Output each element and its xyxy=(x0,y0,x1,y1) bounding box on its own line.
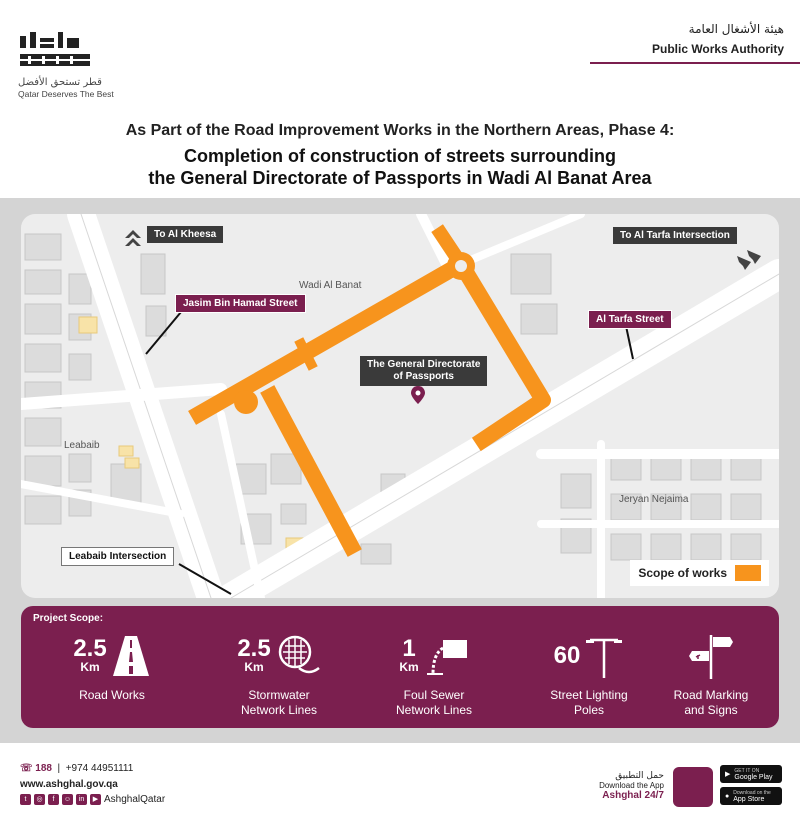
social-handle: AshghalQatar xyxy=(104,794,166,805)
scope-item-foul-sewer xyxy=(369,630,499,718)
authority-name-english: Public Works Authority xyxy=(651,42,784,56)
project-scope-title: Project Scope: xyxy=(33,613,104,624)
google-play-small-text: GET IT ON xyxy=(734,767,760,774)
map-legend xyxy=(630,560,769,586)
scope-label-line-2: and Signs xyxy=(684,703,738,717)
page-subtitle: As Part of the Road Improvement Works in the Northern Areas, Phase 4: xyxy=(125,122,675,139)
place-wadi-al-banat: Wadi Al Banat xyxy=(299,280,362,291)
scope-value: 2.5 xyxy=(237,635,271,662)
header xyxy=(0,0,800,112)
google-play-icon: ▶ xyxy=(725,771,731,778)
legend-label: Scope of works xyxy=(638,566,727,580)
scope-label-line-1: Stormwater xyxy=(248,688,310,702)
label-jasim-bin-hamad-street: Jasim Bin Hamad Street xyxy=(175,294,306,313)
scope-item-stormwater xyxy=(214,630,344,718)
scope-label-line-2: Network Lines xyxy=(395,703,473,717)
scope-label-line-1: Road Marking xyxy=(673,688,749,702)
sewer-pipe-icon xyxy=(423,634,469,678)
label-passports-directorate xyxy=(360,356,487,386)
logo-tagline-english: Qatar Deserves The Best xyxy=(18,89,114,99)
legend-swatch xyxy=(735,565,761,581)
ashghal-logo-mark xyxy=(18,30,98,70)
scope-label xyxy=(524,688,654,718)
label-passports-line-2: of Passports xyxy=(393,371,454,382)
hotline-number[interactable]: 188 xyxy=(35,763,52,774)
label-al-tarfa-street: Al Tarfa Street xyxy=(588,310,672,329)
app-icon[interactable] xyxy=(673,767,713,807)
app-download-text xyxy=(588,771,664,801)
road-sign-icon xyxy=(688,631,734,681)
scope-unit: Km xyxy=(399,660,419,674)
header-divider xyxy=(590,62,800,64)
youtube-icon[interactable]: ▶ xyxy=(90,794,101,805)
linkedin-icon[interactable]: in xyxy=(76,794,87,805)
app-store-label: App Store xyxy=(733,795,765,803)
scope-value: 1 xyxy=(402,635,416,662)
phone-number[interactable]: +974 44951111 xyxy=(65,763,134,774)
scope-label-line-2: Poles xyxy=(573,703,605,717)
footer xyxy=(0,743,800,825)
social-links xyxy=(20,794,165,805)
label-to-al-tarfa: To Al Tarfa Intersection xyxy=(613,227,737,244)
scope-label xyxy=(214,688,344,718)
apple-icon: ● xyxy=(725,792,730,800)
scope-value: 2.5 xyxy=(73,635,107,662)
scope-label xyxy=(369,688,499,718)
road-icon xyxy=(111,634,151,678)
app-store-button[interactable] xyxy=(720,787,782,805)
map-canvas xyxy=(21,214,779,598)
stormwater-grate-icon xyxy=(275,634,321,678)
scope-item-street-lighting xyxy=(524,630,654,718)
ashghal-logo xyxy=(18,30,128,99)
junction-west xyxy=(234,390,258,414)
snapchat-icon[interactable]: ☺ xyxy=(63,796,72,803)
scope-label-line-1: Street Lighting xyxy=(550,688,628,702)
authority-name xyxy=(652,22,784,56)
project-scope-panel xyxy=(21,606,779,728)
scope-value: 60 xyxy=(553,642,581,669)
project-map xyxy=(21,214,779,598)
page-title-line-1: Completion of construction of streets surrounding xyxy=(184,146,616,166)
scope-item-road-works xyxy=(47,630,177,703)
authority-name-arabic: هيئة الأشغال العامة xyxy=(688,22,784,36)
app-name: Ashghal 24/7 xyxy=(602,790,664,801)
app-download-english: Download the App xyxy=(599,781,664,790)
label-passports-line-1: The General Directorate xyxy=(367,359,481,370)
website-link[interactable]: www.ashghal.gov.qa xyxy=(20,779,118,790)
logo-tagline-arabic: قطر تستحق الأفضل xyxy=(18,77,102,88)
app-download-arabic: حمل التطبيق xyxy=(615,771,664,781)
facebook-icon[interactable]: f xyxy=(48,794,59,805)
google-play-button[interactable] xyxy=(720,765,782,783)
google-play-label: Google Play xyxy=(734,773,773,781)
scope-item-road-marking xyxy=(646,630,776,718)
twitter-icon[interactable]: t xyxy=(20,794,31,805)
instagram-icon[interactable]: ◎ xyxy=(34,794,45,805)
page-title xyxy=(0,145,800,189)
phone-icon: ☏ xyxy=(20,763,33,774)
scope-label xyxy=(47,688,177,703)
scope-label xyxy=(646,688,776,718)
scope-label-line-1: Road Works xyxy=(79,688,145,702)
contact-numbers: ☏ 188 | +974 44951111 xyxy=(20,763,134,774)
location-pin-dot xyxy=(416,391,421,396)
label-leabaib-intersection: Leabaib Intersection xyxy=(61,547,174,566)
scope-label-line-1: Foul Sewer xyxy=(403,688,465,702)
scope-label-line-2: Network Lines xyxy=(240,703,318,717)
roundabout-center xyxy=(455,260,467,272)
page-title-line-2: the General Directorate of Passports in Wadi Al Banat Area xyxy=(148,168,652,188)
app-store-small-text: Download on the xyxy=(733,789,771,796)
scope-unit: Km xyxy=(80,660,100,674)
place-leabaib: Leabaib xyxy=(64,440,100,451)
scope-unit: Km xyxy=(244,660,264,674)
street-light-icon xyxy=(584,632,624,680)
place-jeryan-nejaima: Jeryan Nejaima xyxy=(619,494,689,505)
label-to-al-kheesa: To Al Kheesa xyxy=(147,226,223,243)
